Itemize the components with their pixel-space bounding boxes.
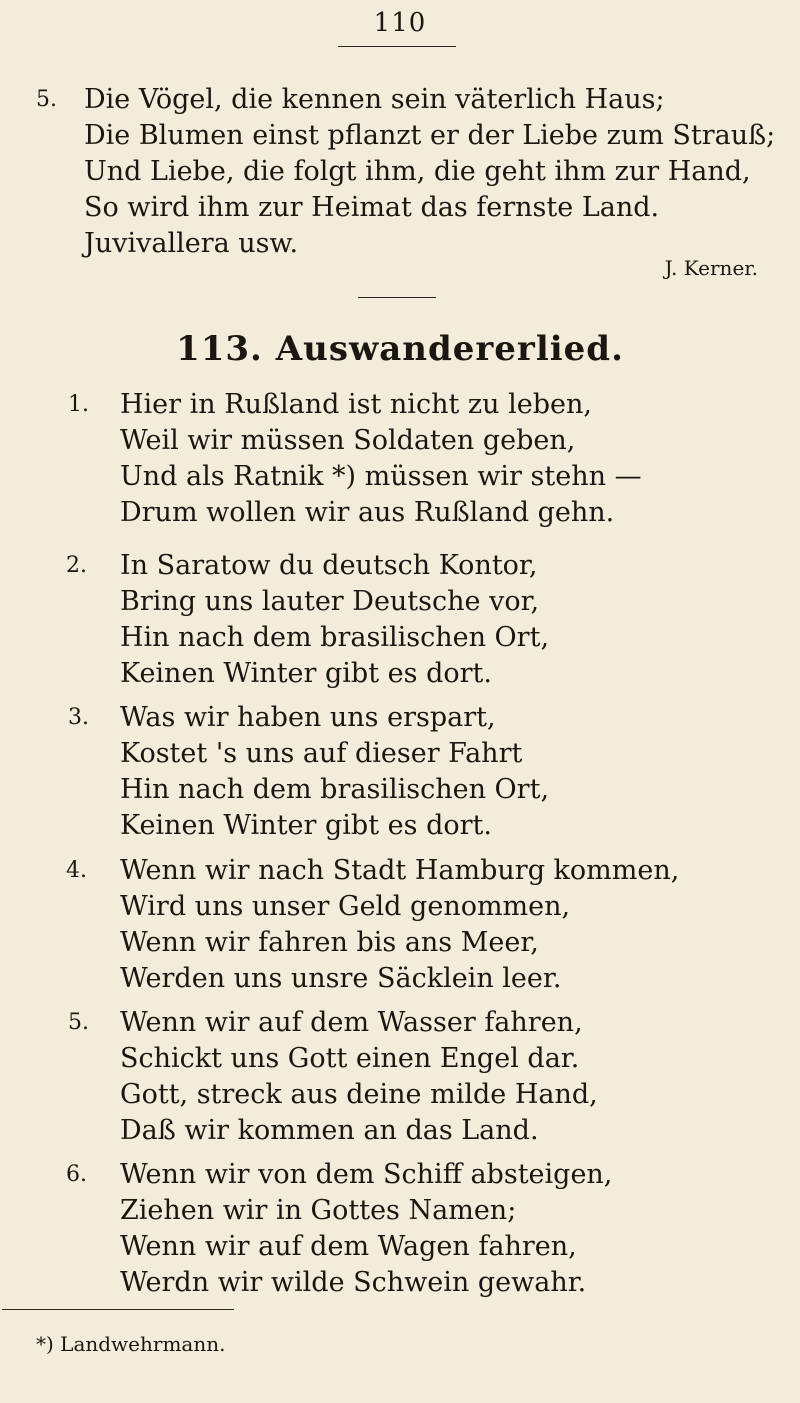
verse-line: Wenn wir nach Stadt Hamburg kommen, (120, 855, 680, 886)
verse-line: Wenn wir auf dem Wagen fahren, (120, 1231, 577, 1262)
verse-line: Drum wollen wir aus Rußland gehn. (120, 497, 615, 528)
verse-line: Keinen Winter gibt es dort. (120, 810, 492, 841)
verse-line: Die Blumen einst pflanzt er der Liebe zum Strauß; (84, 120, 776, 151)
song-title: 113. Auswandererlied. (176, 329, 624, 369)
page-number: 110 (373, 8, 427, 38)
verse-line: Wird uns unser Geld genommen, (120, 891, 571, 922)
verse-line: Wenn wir fahren bis ans Meer, (120, 927, 539, 958)
verse-line: Die Vögel, die kennen sein väterlich Haus; (84, 84, 665, 115)
verse-line: Wenn wir auf dem Wasser fahren, (120, 1007, 583, 1038)
verse-line: Weil wir müssen Soldaten geben, (120, 425, 576, 456)
verse-number: 5. (36, 87, 57, 112)
verse-number: 5. (68, 1010, 89, 1035)
verse-line: Daß wir kommen an das Land. (120, 1115, 539, 1146)
footnote-rule (2, 1309, 234, 1310)
verse-line: Gott, streck aus deine milde Hand, (120, 1079, 598, 1110)
verse-line: Wenn wir von dem Schiff absteigen, (120, 1159, 613, 1190)
verse-line: Kostet 's uns auf dieser Fahrt (120, 738, 523, 769)
verse-number: 4. (66, 858, 87, 883)
verse-line: Werden uns unsre Säcklein leer. (120, 963, 562, 994)
verse-line: Schickt uns Gott einen Engel dar. (120, 1043, 580, 1074)
verse-line: Und Liebe, die folgt ihm, die geht ihm zur Hand, (84, 156, 751, 187)
verse-number: 2. (66, 553, 87, 578)
verse-line: Hin nach dem brasilischen Ort, (120, 774, 550, 805)
verse-line: Hin nach dem brasilischen Ort, (120, 622, 550, 653)
verse-number: 6. (66, 1162, 87, 1187)
verse-line: In Saratow du deutsch Kontor, (120, 550, 538, 581)
footnote: *) Landwehrmann. (36, 1332, 226, 1356)
verse-line: So wird ihm zur Heimat das fernste Land. (84, 192, 660, 223)
author-credit: J. Kerner. (664, 256, 758, 280)
verse-line: Hier in Rußland ist nicht zu leben, (120, 389, 592, 420)
verse-line: Ziehen wir in Gottes Namen; (120, 1195, 517, 1226)
header-rule (338, 46, 456, 47)
verse-line: Und als Ratnik *) müssen wir stehn — (120, 461, 642, 492)
verse-line: Werdn wir wilde Schwein gewahr. (120, 1267, 587, 1298)
section-divider (358, 297, 436, 298)
verse-line: Bring uns lauter Deutsche vor, (120, 586, 540, 617)
verse-number: 1. (68, 392, 89, 417)
verse-line: Juvivallera usw. (84, 228, 299, 259)
verse-line: Keinen Winter gibt es dort. (120, 658, 492, 689)
verse-number: 3. (68, 705, 89, 730)
verse-line: Was wir haben uns erspart, (120, 702, 496, 733)
